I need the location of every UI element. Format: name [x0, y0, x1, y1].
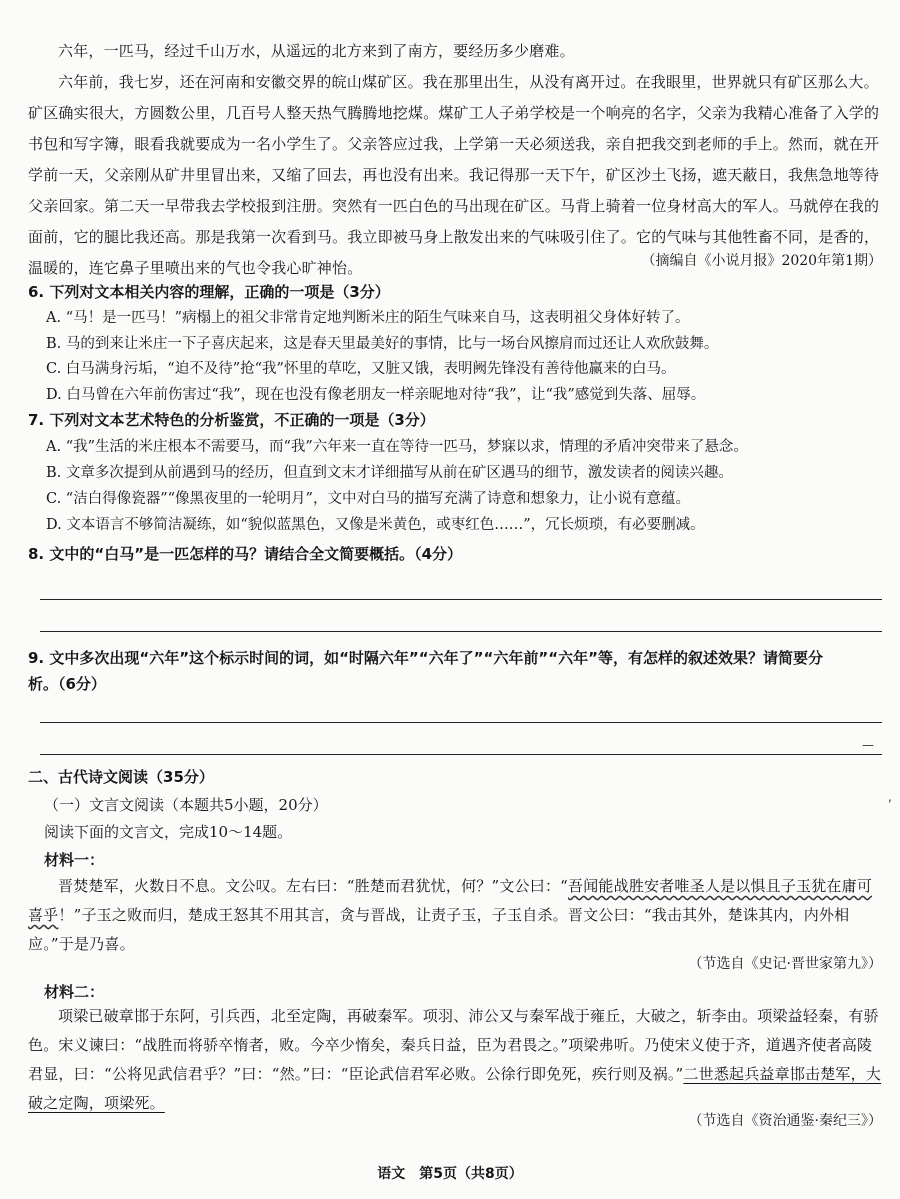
question-6-option-c: C. 白马满身污垢，“迫不及待”抢“我”怀里的草吃，又脏又饿，表明阙先锋没有善待他赢来的白马。 [46, 361, 676, 377]
pen-mark-tick: , [888, 790, 892, 804]
answer-line-8b[interactable] [40, 631, 882, 632]
pen-mark-dash: — [862, 738, 874, 752]
question-7-stem: 7. 下列对文本艺术特色的分析鉴赏，不正确的一项是（3分） [28, 411, 435, 429]
section-2-title: 二、古代诗文阅读（35分） [28, 768, 214, 786]
question-6-option-d: D. 白马曾在六年前伤害过“我”，现在也没有像老朋友一样亲昵地对待“我”，让“我”感觉到失落、屈辱。 [46, 387, 706, 403]
question-7-option-a: A. “我”生活的米庄根本不需要马，而“我”六年来一直在等待一匹马，梦寐以求，情理的矛盾冲突带来了悬念。 [46, 439, 748, 455]
question-7-option-b: B. 文章多次提到从前遇到马的经历，但直到文末才详细描写从前在矿区遇马的细节，激发读者的阅读兴趣。 [46, 465, 733, 481]
question-9-stem-line-1: 9. 文中多次出现“六年”这个标示时间的词，如“时隔六年”“六年了”“六年前”“六年”等，有怎样的叙述效果？请简要分 [28, 649, 823, 667]
question-9-stem-line-2: 析。（6分） [28, 675, 106, 693]
answer-line-8a[interactable] [40, 599, 882, 600]
answer-line-9a[interactable] [40, 722, 882, 723]
question-6-stem: 6. 下列对文本相关内容的理解，正确的一项是（3分） [28, 283, 390, 301]
question-7-option-c: C. “洁白得像瓷器”“像黑夜里的一轮明月”，文中对白马的描写充满了诗意和想象力，让小说有意蕴。 [46, 491, 690, 507]
section-2-subtitle: （一）文言文阅读（本题共5小题，20分） [44, 796, 328, 814]
page-footer: 语文 第5页（共8页） [377, 1166, 523, 1182]
question-6-option-b: B. 马的到来让米庄一下子喜庆起来，这是春天里最美好的事情，比与一场台风擦肩而过还让人欢欣鼓舞。 [46, 336, 719, 352]
material-1-text-a: 晋焚楚军，火数日不息。文公叹。左右曰：“胜楚而君犹忧，何？”文公曰：“ [58, 877, 569, 895]
material-2-label: 材料二： [44, 983, 105, 1001]
question-7-option-d: D. 文本语言不够简洁凝练，如“貌似蓝黑色，又像是米黄色，或枣红色……”，冗长烦琐，有必要删减。 [46, 517, 705, 533]
question-8-stem: 8. 文中的“白马”是一匹怎样的马？请结合全文简要概括。（4分） [28, 545, 463, 563]
story-paragraph-1: 六年，一匹马，经过千山万水，从遥远的北方来到了南方，要经历多少磨难。 [58, 42, 575, 60]
material-2-source: （节选自《资治通鉴·秦纪三》） [688, 1113, 882, 1129]
story-source: （摘编自《小说月报》2020年第1期） [641, 253, 882, 269]
material-1-label: 材料一： [44, 851, 105, 869]
material-1-text-b: ！”子玉之败而归，楚成王怒其不用其言，贪与晋战，让责子玉，子玉自杀。晋文公曰：“我击其外，楚诛其内，内外相应。”于是乃喜。 [28, 906, 850, 953]
question-6-option-a: A. “马！是一匹马！”病榻上的祖父非常肯定地判断米庄的陌生气味来自马，这表明祖父身体好转了。 [46, 310, 690, 326]
answer-line-9b[interactable] [40, 754, 882, 755]
section-2-instruction: 阅读下面的文言文，完成10～14题。 [44, 823, 293, 841]
material-2-text-a: 项梁已破章邯于东阿，引兵西，北至定陶，再破秦军。项羽、沛公又与秦军战于雍丘，大破之，斩李由。项梁益轻秦，有骄色。宋义谏曰：“战胜而将骄卒惰者，败。今卒少惰矣，秦兵日益，臣为君畏之。”项梁弗听。乃使宋义使于齐，道遇齐使者高陵君显，曰：“公将见武信君乎？”曰：“然。”曰：“臣论武信君军必败。公徐行即免死，疾行则及祸。” [28, 1007, 879, 1083]
material-1-text [28, 872, 884, 959]
material-1-wavy-sentence: 吾闻能战胜安者唯圣人是以惧且子玉犹在庸可喜乎 [28, 877, 873, 924]
material-2-text [28, 1002, 884, 1118]
material-2-underlined-sentence: 二世悉起兵益章邯击楚军，大破之定陶，项梁死。 [28, 1065, 882, 1112]
story-paragraph-2: 六年前，我七岁，还在河南和安徽交界的皖山煤矿区。我在那里出生，从没有离开过。在我眼里，世界就只有矿区那么大。矿区确实很大，方圆数公里，几百号人整天热气腾腾地挖煤。煤矿工人子弟学校是一个响亮的名字，父亲为我精心准备了入学的书包和写字簿，眼看我就要成为一名小学生了。父亲答应过我，上学第一天必须送我，亲自把我交到老师的手上。然而，就在开学前一天，父亲刚从矿井里冒出来，又缩了回去，再也没有出来。我记得那一天下午，矿区沙土飞扬，遮天蔽日，我焦急地等待父亲回家。第二天一早带我去学校报到注册。突然有一匹白色的马出现在矿区。马背上骑着一位身材高大的军人。马就停在我的面前，它的腿比我还高。那是我第一次看到马。我立即被马身上散发出来的气味吸引住了。它的气味与其他牲畜不同，是香的，温暖的，连它鼻子里喷出来的气也令我心旷神怡。 [28, 73, 880, 277]
material-1-source: （节选自《史记·晋世家第九》） [688, 956, 882, 972]
